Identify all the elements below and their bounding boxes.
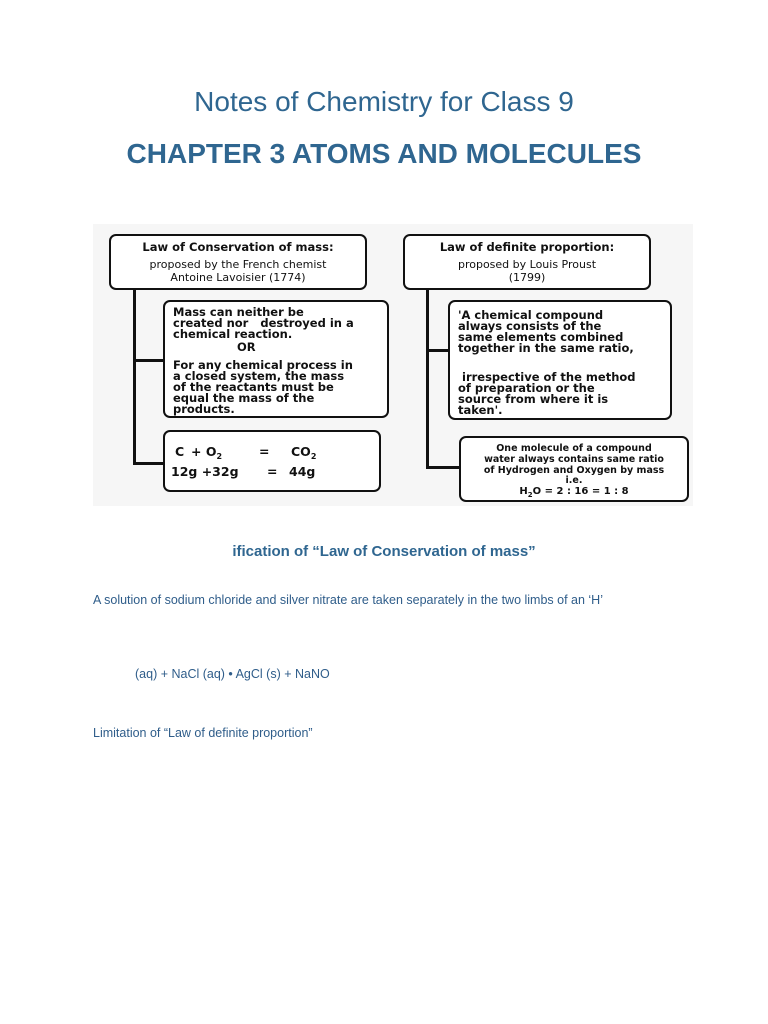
equation-carbon-dioxide: $CO_2$ — [291, 444, 317, 461]
conservation-law-header-box — [109, 234, 367, 290]
definite-proportion-definition-cont: irrespective of the method of preparation or the source from where it is taken'. — [458, 370, 636, 417]
connector-left-to-equation — [133, 462, 165, 465]
conservation-law-proposer: proposed by the French chemist — [149, 258, 327, 271]
definite-proportion-definition-text: 'A chemical compound always consists of the same elements combined together in the same ratio, — [458, 308, 634, 355]
conservation-definition-box — [163, 300, 389, 418]
connector-right-vertical — [426, 288, 429, 468]
connector-left-to-definition — [133, 359, 165, 362]
definite-proportion-header-box — [403, 234, 651, 290]
connector-right-to-example — [426, 466, 460, 469]
equation-product-mass: 44g — [289, 464, 316, 479]
equation-carbon: C — [175, 444, 185, 459]
conservation-or-label: OR — [237, 340, 256, 354]
water-example-line4: i.e. — [565, 475, 583, 486]
definite-proportion-title: Law of definite proportion: — [439, 240, 615, 254]
definite-proportion-definition-box — [448, 300, 672, 420]
experiment-description: A solution of sodium chloride and silver nitrate are taken separately in the two limbs of an ‘H’ — [93, 593, 603, 607]
conservation-equation-box — [163, 430, 381, 492]
equation-equals: = — [259, 444, 270, 459]
water-example-line2: water always contains same ratio — [484, 454, 664, 465]
definite-proportion-proposer: proposed by Louis Proust — [457, 258, 597, 271]
conservation-law-title: Law of Conservation of mass: — [142, 240, 334, 254]
laws-diagram — [93, 224, 693, 506]
water-ratio: $H_2O = 2$ : 16 = 1 : 8 — [519, 486, 629, 499]
equation-equals-mass: = — [267, 464, 278, 479]
conservation-law-year: Antoine Lavoisier (1774) — [170, 271, 306, 284]
definite-proportion-year: (1799) — [508, 271, 546, 284]
conservation-definition-alt-text: For any chemical process in a closed system, the mass of the reactants must be equal the mass of the products. — [173, 358, 353, 416]
reaction-equation: (aq) + NaCl (aq) • AgCl (s) + NaNO — [135, 667, 330, 681]
equation-oxygen: + $O_2$ — [191, 444, 223, 461]
conservation-definition-text: Mass can neither be created nor destroyed in a chemical reaction. — [173, 305, 354, 341]
limitation-heading: Limitation of “Law of definite proportion” — [93, 726, 313, 740]
section-subtitle: ification of “Law of Conservation of mass” — [232, 543, 536, 560]
chapter-heading: CHAPTER 3 ATOMS AND MOLECULES — [126, 138, 642, 169]
water-example-box — [459, 436, 689, 502]
connector-right-to-definition — [426, 349, 450, 352]
connector-left-vertical — [133, 288, 136, 464]
water-example-line3: of Hydrogen and Oxygen by mass — [483, 465, 665, 476]
equation-reactant-masses: 12g +32g — [171, 464, 239, 479]
page-title: Notes of Chemistry for Class 9 — [194, 86, 574, 117]
water-example-line1: One molecule of a compound — [496, 443, 652, 454]
